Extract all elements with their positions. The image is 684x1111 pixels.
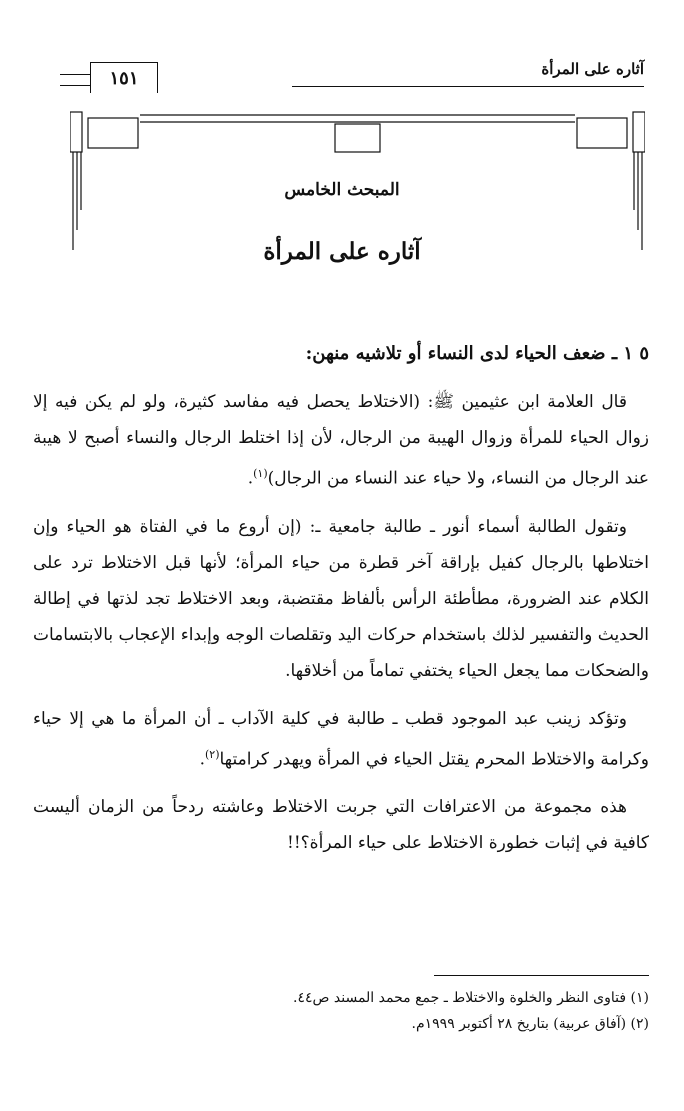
footnote-rule: [434, 975, 649, 976]
paragraph-text: قال العلامة ابن عثيمين ﷺ: (الاختلاط يحصل فيه مفاسد كثيرة، ولو لم يكن فيه إلا زوال الحياء للمرأة وزوال الهيبة من الرجال، لأن إذا اختلط الرجال والنساء أصبح لا هيبة عند الرجال من النساء، ولا حياء عند النساء من الرجال): [33, 392, 649, 489]
footnote-ref: (١): [253, 467, 268, 480]
paragraph: [33, 384, 649, 497]
paragraph: هذه مجموعة من الاعترافات التي جربت الاختلاط وعاشته ردحاً من الزمان أليست كافية في إثبات خطورة الاختلاط على حياء المرأة؟!!: [33, 797, 649, 854]
footnote: (١) فتاوى النظر والخلوة والاختلاط ـ جمع محمد المسند ص٤٤.: [293, 990, 649, 1006]
section-title: آثاره على المرأة: [263, 238, 421, 265]
body-text: [33, 336, 649, 873]
paragraph: وتقول الطالبة أسماء أنور ـ طالبة جامعية ـ: (إن أروع ما في الفتاة هو الحياء وإن اختلاطها بالرجال كفيل بإراقة آخر قطرة من حياء المرأة؛ لأنها قبل الاختلاط ترد على الكلام عند الضرورة، مطأطئة الرأس بألفاظ مقتضبة، وبعد الاختلاط تجد لذتها في إطالة الحديث والتفسير لذلك باستخدام حركات اليد وتقلصات الوجه وإبداء الإعجاب بالابتسامات والضحكات مما يجعل الحياء يختفي تماماً من أخلاقها.: [33, 516, 649, 681]
page-number-ornament: [60, 74, 90, 86]
section-label: المبحث الخامس: [284, 180, 400, 200]
subheading: ٥ ١ ـ ضعف الحياء لدى النساء أو تلاشيه منهن:: [305, 343, 649, 364]
page-number: ١٥١: [90, 62, 158, 93]
header-rule: [292, 86, 644, 87]
footnote: (٢) (آفاق عربية) بتاريخ ٢٨ أكتوبر ١٩٩٩م.: [411, 1016, 649, 1032]
footnote-ref: (٢): [204, 747, 220, 761]
paragraph-text: وتؤكد زينب عبد الموجود قطب ـ طالبة في كلية الآداب ـ أن المرأة ما هي إلا حياء وكرامة والاختلاط المحرم يقتل الحياء في المرأة ويهدر كرامتها: [33, 708, 649, 770]
running-head: آثاره على المرأة: [541, 60, 644, 78]
footnotes: [33, 985, 649, 1037]
period: .: [199, 749, 205, 770]
paragraph: [33, 701, 649, 778]
period: .: [247, 468, 254, 489]
